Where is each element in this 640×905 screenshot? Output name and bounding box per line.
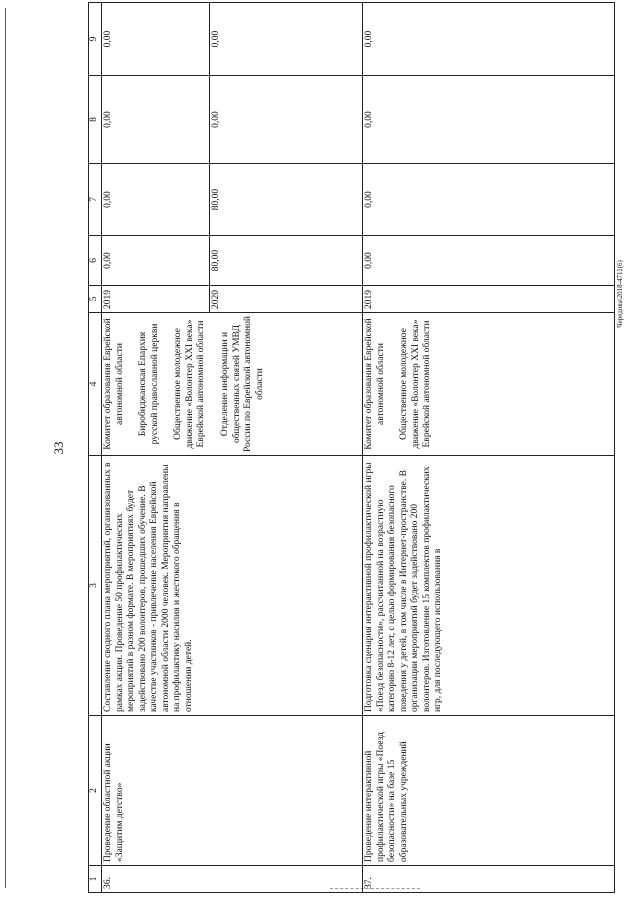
header-row xyxy=(89,3,102,893)
page-edge-rule xyxy=(5,8,6,888)
event-description: Подготовка сценария интерактивной профилактической игры «Поезд безопасности», рассчитанной на возрастную категорию 8-12 лет, с целью формирования безопасного поведения у детей, в том числе в Интернет-пространстве. В организации мероприятий будет задействовано 200 волонтеров. Изготовление 15 комплектов профилактических игр, для последующего использования в xyxy=(363,456,615,716)
executor: Комитет образования Еврейской автономной области xyxy=(364,318,386,450)
value-cell: 0,00 xyxy=(102,164,210,236)
page-number: 33 xyxy=(51,441,66,455)
col-header: 7 xyxy=(89,164,102,236)
col-header: 9 xyxy=(89,3,102,76)
col-header: 6 xyxy=(89,236,102,286)
value-cell: 0,00 xyxy=(363,3,615,76)
value-cell: 0,00 xyxy=(102,76,210,164)
value-cell: 0,00 xyxy=(210,76,363,164)
year: 2020 xyxy=(210,286,363,313)
row-number: 37. xyxy=(363,866,615,893)
executor: Общественное молодежное движение «Волонтер XXI века» Еврейской автономной области xyxy=(173,319,207,449)
footer-code: Чередова\2018-4711(6) xyxy=(616,260,624,328)
col-header: 2 xyxy=(89,716,102,866)
event-description: Составление сводного плана мероприятий, организованных в рамках акции. Проведение 50 профилактических мероприятий в разном формате. В мероприятиях будет задействовано 200 волонтеров, прошедших обучение. В качестве участников - привлечение населения Еврейской автономной области 2000 человек. Мероприятия направлены на профилактику насилия и жестокого обращения в отношении детей. xyxy=(102,456,363,716)
value-cell: 0,00 xyxy=(102,3,210,76)
col-header: 3 xyxy=(89,456,102,716)
col-header: 5 xyxy=(89,286,102,313)
executor: Комитет образования Еврейской автономной области xyxy=(103,318,125,450)
row-number: 36. xyxy=(102,866,363,893)
value-cell: 0,00 xyxy=(210,3,363,76)
executor: Отделение информации и общественных связей УМВД России по Еврейской автономной области xyxy=(220,316,265,452)
executors xyxy=(363,313,615,456)
measures-table xyxy=(88,2,615,893)
event-name: Проведение интерактивной профилактической игры «Поезд безопасности» на базе 15 образовательных учреждений xyxy=(363,716,615,866)
value-cell: 80,00 xyxy=(210,164,363,236)
executor: Биробиджанская Епархия русской православной церкви xyxy=(138,323,160,445)
col-header: 4 xyxy=(89,313,102,456)
year: 2019 xyxy=(102,286,210,313)
value-cell: 0,00 xyxy=(102,236,210,286)
executor: Общественное молодежное движение «Волонтер XXI века» Еврейской автономной области xyxy=(399,319,433,449)
col-header: 8 xyxy=(89,76,102,164)
year: 2019 xyxy=(363,286,615,313)
col-header: 1 xyxy=(89,866,102,893)
value-cell: 0,00 xyxy=(363,76,615,164)
value-cell: 0,00 xyxy=(363,236,615,286)
value-cell: 80,00 xyxy=(210,236,363,286)
executors xyxy=(102,313,363,456)
table-row xyxy=(102,3,210,893)
table-row xyxy=(363,3,615,893)
event-name: Проведение областной акции «Защитим детство» xyxy=(102,716,363,866)
rotated-table-container xyxy=(88,3,617,893)
value-cell: 0,00 xyxy=(363,164,615,236)
